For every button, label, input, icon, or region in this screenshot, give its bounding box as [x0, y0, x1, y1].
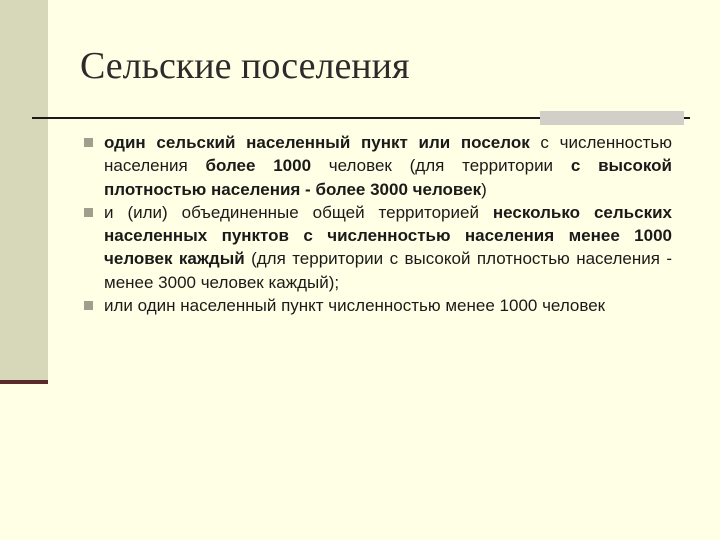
square-bullet-icon [84, 138, 93, 147]
bullet-text-bold: с высокой плотностью населения - более 3000 человек [104, 156, 672, 199]
decorative-corner-block [540, 111, 684, 125]
bullet-text: и (или) объединенные общей территорией [104, 202, 493, 222]
bullet-text: с численностью населения [104, 133, 672, 176]
bullet-item [82, 201, 672, 294]
left-band-accent-line [0, 380, 48, 384]
bullet-item [82, 294, 672, 317]
bullet-text: человек (для территории [311, 156, 571, 176]
bullet-text: ) [481, 179, 487, 199]
bullet-text-bold: один сельский населенный пункт или поселок [104, 133, 530, 152]
bullet-item [82, 131, 672, 201]
bullet-text: или один населенный пункт численностью менее 1000 человек [104, 296, 606, 316]
square-bullet-icon [84, 301, 93, 310]
bullet-text-bold: более 1000 [205, 156, 312, 176]
bullet-list [82, 131, 672, 317]
square-bullet-icon [84, 208, 93, 217]
bullet-text-bold: несколько сельских населенных пунктов с численностью населения менее 1000 человек каждый [104, 202, 672, 269]
slide-title: Сельские поселения [80, 45, 410, 87]
left-decorative-band [0, 0, 48, 383]
bullet-text: (для территории с высокой плотностью населения - менее 3000 человек каждый); [104, 249, 672, 292]
